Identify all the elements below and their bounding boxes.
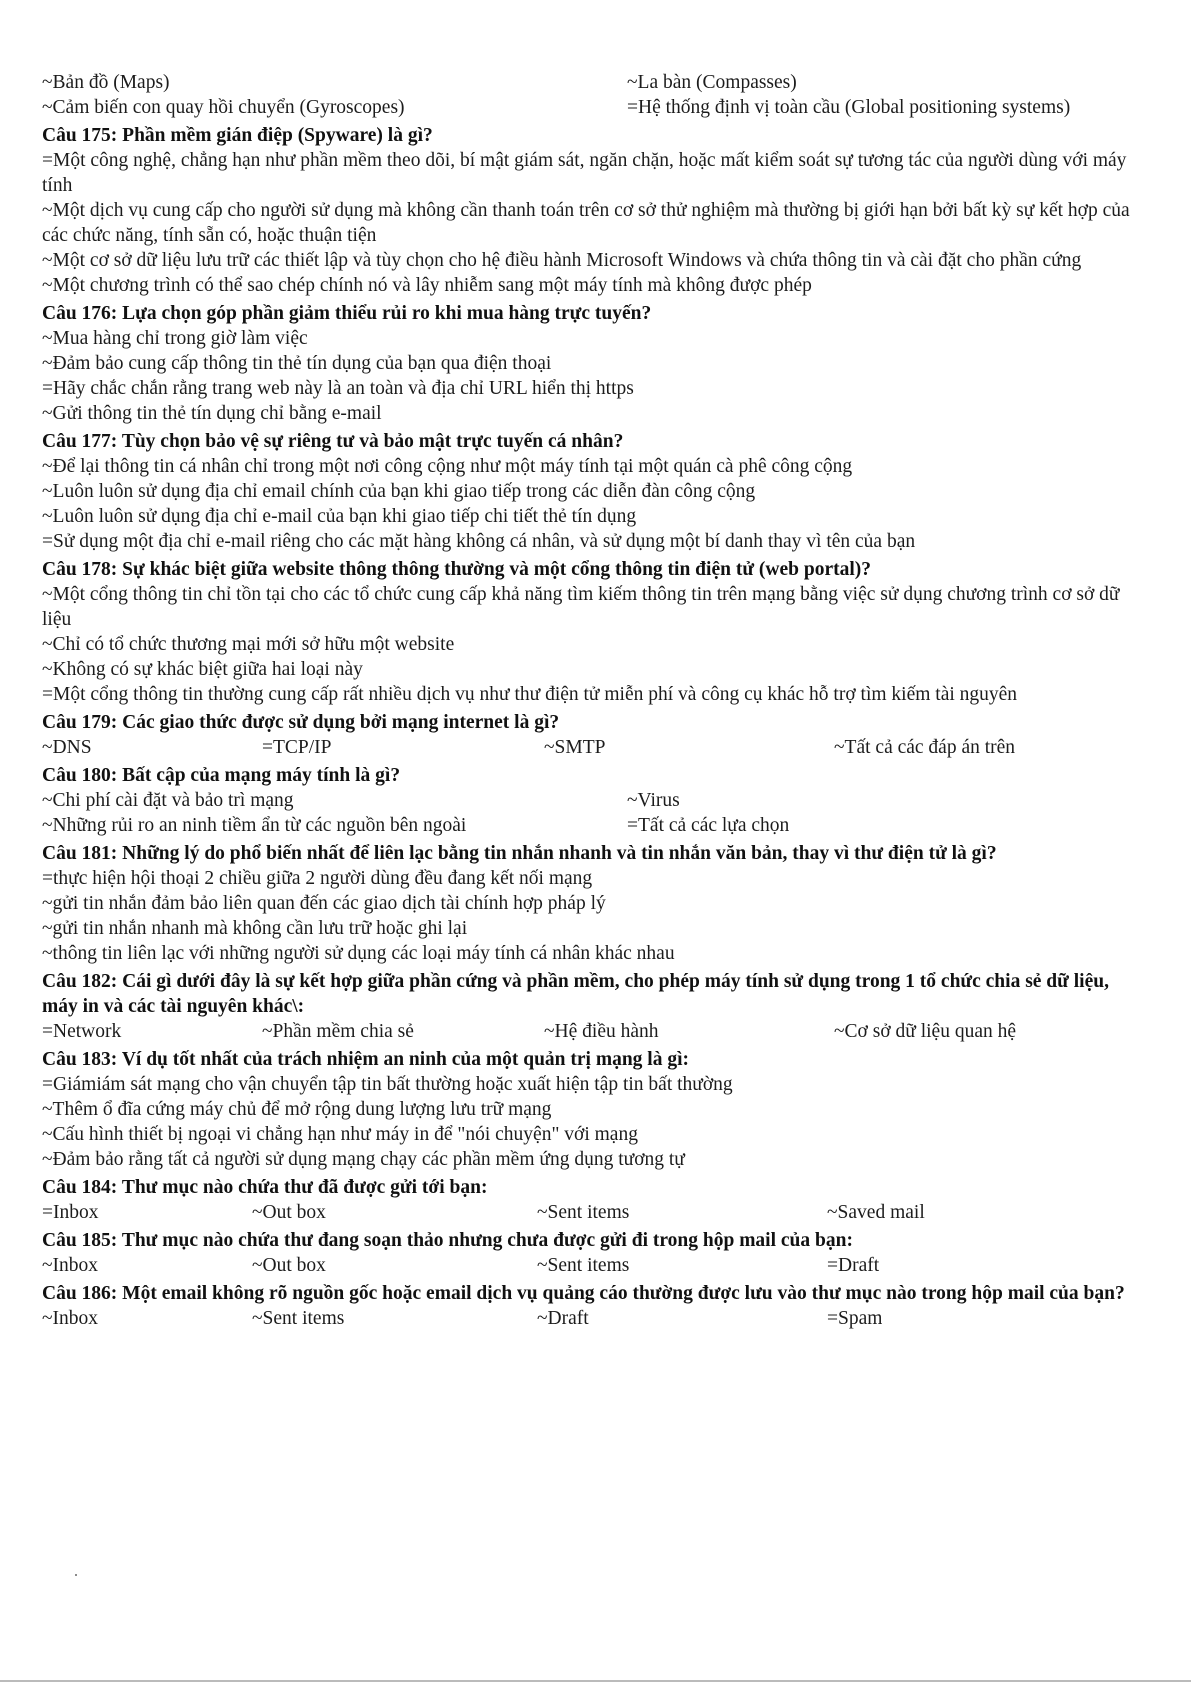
answer-option: ~gửi tin nhắn nhanh mà không cần lưu trữ hoặc ghi lại bbox=[42, 918, 468, 939]
answer-option: =Spam bbox=[827, 1308, 883, 1329]
question-heading: Câu 186: Một email không rõ nguồn gốc hoặc email dịch vụ quảng cáo thường được lưu vào thư mục nào trong hộp mail của bạn? bbox=[42, 1283, 1125, 1304]
answer-option: ~Phần mềm chia sẻ bbox=[262, 1021, 414, 1042]
question-heading: Câu 176: Lựa chọn góp phần giảm thiểu rủi ro khi mua hàng trực tuyến? bbox=[42, 303, 652, 324]
answer-option: =Network bbox=[42, 1021, 122, 1042]
answer-option: ~Một cơ sở dữ liệu lưu trữ các thiết lập và tùy chọn cho hệ điều hành Microsoft Windows và chứa thông tin và cài đặt cho phần cứng bbox=[42, 250, 1082, 271]
question-heading: Câu 184: Thư mục nào chứa thư đã được gửi tới bạn: bbox=[42, 1177, 488, 1198]
answer-option: ~Cơ sở dữ liệu quan hệ bbox=[834, 1021, 1017, 1042]
answer-option: ~DNS bbox=[42, 737, 92, 758]
answer-option: ~Inbox bbox=[42, 1308, 99, 1329]
answer-option: =Draft bbox=[827, 1255, 880, 1276]
answer-option: ~Virus bbox=[627, 790, 680, 811]
answer-option: ~Hệ điều hành bbox=[544, 1021, 659, 1042]
answer-option: ~Cấu hình thiết bị ngoại vi chẳng hạn như máy in để "nói chuyện" với mạng bbox=[42, 1124, 638, 1145]
answer-option: ~thông tin liên lạc với những người sử dụng các loại máy tính cá nhân khác nhau bbox=[42, 943, 675, 964]
answer-option: ~Một cổng thông tin chỉ tồn tại cho các tổ chức cung cấp khả năng tìm kiếm thông tin trên mạng bằng việc sử dụng chương trình cơ sở dữ liệu bbox=[42, 584, 1120, 630]
answer-option: ~Draft bbox=[537, 1308, 589, 1329]
answer-options-row bbox=[42, 735, 1147, 760]
answer-options-row bbox=[42, 1019, 1147, 1044]
answer-option: =Tất cả các lựa chọn bbox=[627, 815, 790, 836]
answer-option: =Giámiám sát mạng cho vận chuyển tập tin bất thường hoặc xuất hiện tập tin bất thường bbox=[42, 1074, 733, 1095]
answer-option: ~Chi phí cài đặt và bảo trì mạng bbox=[42, 790, 294, 811]
answer-option: =Một cổng thông tin thường cung cấp rất nhiều dịch vụ như thư điện tử miễn phí và công cụ khác hỗ trợ tìm kiếm tài nguyên bbox=[42, 684, 1018, 705]
answer-option: ~Inbox bbox=[42, 1255, 99, 1276]
answer-options-row bbox=[42, 1253, 1147, 1278]
quiz-content bbox=[42, 70, 1147, 1331]
answer-option: ~Những rủi ro an ninh tiềm ẩn từ các nguồn bên ngoài bbox=[42, 815, 467, 836]
answer-option: ~Sent items bbox=[537, 1202, 630, 1223]
question-heading: Câu 177: Tùy chọn bảo vệ sự riêng tư và bảo mật trực tuyến cá nhân? bbox=[42, 431, 624, 452]
answer-option: ~gửi tin nhắn đảm bảo liên quan đến các giao dịch tài chính hợp pháp lý bbox=[42, 893, 606, 914]
answer-option: =TCP/IP bbox=[262, 737, 332, 758]
answer-option: ~Gửi thông tin thẻ tín dụng chỉ bằng e-mail bbox=[42, 403, 382, 424]
answer-option: ~La bàn (Compasses) bbox=[627, 72, 797, 93]
answer-option: ~SMTP bbox=[544, 737, 606, 758]
question-heading: Câu 182: Cái gì dưới đây là sự kết hợp giữa phần cứng và phần mềm, cho phép máy tính sử dụng trong 1 tổ chức chia sẻ dữ liệu, máy in và các tài nguyên khác\: bbox=[42, 971, 1109, 1017]
answer-option: ~Sent items bbox=[252, 1308, 345, 1329]
answer-option: ~Thêm ổ đĩa cứng máy chủ để mở rộng dung lượng lưu trữ mạng bbox=[42, 1099, 552, 1120]
question-heading: Câu 183: Ví dụ tốt nhất của trách nhiệm an ninh của một quản trị mạng là gì: bbox=[42, 1049, 690, 1070]
answer-option: ~Không có sự khác biệt giữa hai loại này bbox=[42, 659, 363, 680]
answer-option: =thực hiện hội thoại 2 chiều giữa 2 người dùng đều đang kết nối mạng bbox=[42, 868, 593, 889]
answer-option: ~Cảm biến con quay hồi chuyển (Gyroscopes) bbox=[42, 97, 405, 118]
answer-option: ~Chỉ có tổ chức thương mại mới sở hữu một website bbox=[42, 634, 455, 655]
answer-option: ~Luôn luôn sử dụng địa chỉ e-mail của bạn khi giao tiếp chi tiết thẻ tín dụng bbox=[42, 506, 637, 527]
answer-option: =Sử dụng một địa chỉ e-mail riêng cho các mặt hàng không cá nhân, và sử dụng một bí danh thay vì tên của bạn bbox=[42, 531, 916, 552]
answer-option: ~Luôn luôn sử dụng địa chỉ email chính của bạn khi giao tiếp trong các diễn đàn công cộng bbox=[42, 481, 756, 502]
question-heading: Câu 181: Những lý do phổ biến nhất để liên lạc bằng tin nhắn nhanh và tin nhắn văn bản, thay vì thư điện tử là gì? bbox=[42, 843, 997, 864]
answer-option: ~Mua hàng chỉ trong giờ làm việc bbox=[42, 328, 308, 349]
answer-options-row bbox=[42, 788, 1147, 813]
question-heading: Câu 175: Phần mềm gián điệp (Spyware) là gì? bbox=[42, 125, 433, 146]
answer-option: =Inbox bbox=[42, 1202, 99, 1223]
answer-option: =Một công nghệ, chẳng hạn như phần mềm theo dõi, bí mật giám sát, ngăn chặn, hoặc mất kiểm soát sự tương tác của người dùng với máy tính bbox=[42, 150, 1127, 196]
answer-option: ~Sent items bbox=[537, 1255, 630, 1276]
answer-option: ~Saved mail bbox=[827, 1202, 925, 1223]
answer-options-row bbox=[42, 70, 1147, 95]
question-heading: Câu 180: Bất cập của mạng máy tính là gì? bbox=[42, 765, 401, 786]
answer-option: =Hãy chắc chắn rằng trang web này là an toàn và địa chỉ URL hiển thị https bbox=[42, 378, 634, 399]
answer-option: ~Một dịch vụ cung cấp cho người sử dụng mà không cần thanh toán trên cơ sở thử nghiệm mà thường bị giới hạn bởi bất kỳ sự kết hợp của các chức năng, tính sẵn có, hoặc thuận tiện bbox=[42, 200, 1130, 246]
answer-option: =Hệ thống định vị toàn cầu (Global positioning systems) bbox=[627, 97, 1071, 118]
answer-option: ~Để lại thông tin cá nhân chỉ trong một nơi công cộng như một máy tính tại một quán cà phê công cộng bbox=[42, 456, 853, 477]
answer-options-row bbox=[42, 813, 1147, 838]
answer-options-row bbox=[42, 95, 1147, 120]
answer-option: ~Đảm bảo cung cấp thông tin thẻ tín dụng của bạn qua điện thoại bbox=[42, 353, 552, 374]
question-heading: Câu 185: Thư mục nào chứa thư đang soạn thảo nhưng chưa được gửi đi trong hộp mail của bạn: bbox=[42, 1230, 853, 1251]
answer-option: ~Out box bbox=[252, 1255, 326, 1276]
page-bottom-edge bbox=[0, 1680, 1191, 1682]
answer-option: ~Đảm bảo rằng tất cả người sử dụng mạng chạy các phần mềm ứng dụng tương tự bbox=[42, 1149, 685, 1170]
answer-options-row bbox=[42, 1306, 1147, 1331]
answer-option: ~Bản đồ (Maps) bbox=[42, 72, 170, 93]
answer-option: ~Out box bbox=[252, 1202, 326, 1223]
answer-option: ~Tất cả các đáp án trên bbox=[834, 737, 1016, 758]
question-heading: Câu 178: Sự khác biệt giữa website thông thông thường và một cổng thông tin điện tử (web portal)? bbox=[42, 559, 871, 580]
answer-options-row bbox=[42, 1200, 1147, 1225]
page-speck bbox=[75, 1574, 77, 1576]
question-heading: Câu 179: Các giao thức được sử dụng bởi mạng internet là gì? bbox=[42, 712, 560, 733]
answer-option: ~Một chương trình có thể sao chép chính nó và lây nhiễm sang một máy tính mà không được phép bbox=[42, 275, 812, 296]
